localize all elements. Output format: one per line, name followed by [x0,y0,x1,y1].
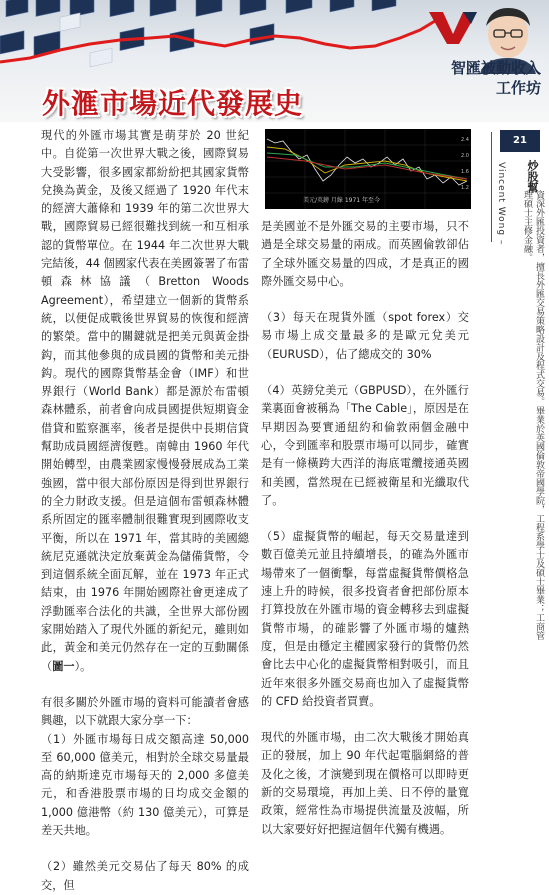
author-name: Vincent Wong – [496,162,506,246]
page-number: 21 [500,130,540,152]
sidebar-divider [491,132,492,242]
paragraph-fact-4: （4）英鎊兌美元（GBPUSD），在外匯行業裏面會被稱為「The Cable」，原因是在早期因為要實通紐約和倫敦兩個金融中心，令到匯率和股票市場可以同步，確實是有一條橫跨大西洋的海底電纜接通英國和美國，當然現在已經被衛星和光纖取代了。 [261,384,469,507]
paragraph-history-text: 現代的外匯市場其實是萌芽於 20 世紀中。自從第一次世界大戰之後，國際貿易大受影響，很多國家都紛紛把其國家貨幣兌換為黃金，及後又經過了 1920 年代末的經濟大蕭條和 1939 年的第二次世界大戰，國際貿易已經很難找到統一和互相承認的貨幣單位。在 1944 年二次世界大戰完結後，44 個國家代表在美國簽署了布雷頓森林協議（Bretton Woods Agreement），希望建立一個新的貨幣系統，以便促成戰後世界貿易的恢復和經濟的繁榮。當中的關鍵就是把美元與黃金掛鈎，而其他參與的成員國的貨幣和美元掛鈎。現代的國際貨幣基金會（IMF）和世界銀行（World Bank）都是源於布雷頓森林體系，前者會向成員國提供短期資金借貸和監察滙率，後者是提供中長期信貸幫助成員國經濟復甦。南韓由 1960 年代開始轉型，由農業國家慢慢發展成為工業強國，當中很大部份原因是得到世界銀行的全力財政支援。但是這個布雷頓森林體系所固定的匯率體制很難實現到國際收支平衡，所以在 1971 年，當其時的美國總統尼克遜就決定放棄黃金為儲備貨幣，令到這個系統全面瓦解，並在 1973 年正式結束，由 1976 年開始國際社會更達成了浮動匯率合法化的共識，全世界大部份國家開始踏入了現代外匯的新紀元，雖則如此，黃金和美元仍然存在一定的互動關係（ [41,129,249,673]
paragraph-fact-2-cont: 是美國並不是外匯交易的主要市場，只不過是全球交易量的兩成。而英國倫敦卻佔了全球外匯交易量的四成，才是真正的國際外匯交易中心。 [261,220,469,288]
paragraph-fact-2-start: （2）雖然美元交易佔了每天 80% 的成交，但 [41,860,249,892]
figure-1-chart [265,129,471,209]
chart-caption: 美元/英鎊 月線 1971 年至今 [303,197,381,204]
section-name: 炒股幫 [526,160,539,193]
svg-text:2.4: 2.4 [461,137,469,143]
svg-text:2.0: 2.0 [461,153,469,159]
svg-text:1.6: 1.6 [461,169,469,175]
subtitle-line2: 工作坊 [495,79,541,97]
subtitle-line1: 智匯被動收入 [450,59,541,77]
paragraph-history [41,127,249,676]
paragraph-fact-5: （5）虛擬貨幣的崛起，每天交易量達到數百億美元並且持續增長，的確為外匯市場帶來了一個衝擊，每當虛擬貨幣價格急速上升的時候，很多投資者會把部份原本打算投放在外匯市場的資金轉移去到虛擬貨幣市場，的確影響了外匯市場的爐熱度，但是由穩定主權國家發行的貨幣仍然會比去中心化的虛擬貨幣相對吸引，而且近年來很多外匯交易商也加入了虛擬貨幣的 CFD 給投資者買賣。 [261,530,469,708]
article-column-left [41,127,249,895]
figure-reference-close: ）。 [74,659,92,673]
paragraph-fact-3: （3）每天在現貨外匯（spot forex）交易市場上成交量最多的是歐元兌美元（EURUSD），佔了總成交的 30% [261,311,469,361]
paragraph-fact-1: （1）外匯市場每日成交額高達 50,000 至 60,000 億美元，相對於全球交易量最高的納斯達克市場每天的 2,000 多億美元，和香港股票市場的日均成交金額的 1,000 億港幣（約 130 億美元），可算是差天共地。 [41,732,249,837]
paragraph-intro-facts: 有很多關於外匯市場的資料可能讀者會感興趣，以下就跟大家分享一下： [41,695,249,728]
workshop-subtitle [451,58,541,98]
svg-text:1.2: 1.2 [461,185,469,191]
author-bio: 資深外匯投資者，擅長外匯交易策略設計及程式交易。畢業於英國倫敦帝國學院，工程系學士及碩士畢業；工商管理碩士主修金融。 [522,190,544,640]
paragraph-conclusion: 現代的外匯市場，由二次大戰後才開始真正的發展，加上 90 年代起電腦網絡的普及化之後，才演變到現在價格可以即時更新的交易環境，再加上美、日不停的量寬政策，經常性為市場提供流量及波幅，所以大家要好好把握這個年代獨有機遇。 [261,731,469,836]
header-banner [0,0,549,122]
figure-reference: 圖一 [52,659,75,673]
article-title: 外滙市場近代發展史 [42,87,304,120]
article-column-right [261,218,469,839]
